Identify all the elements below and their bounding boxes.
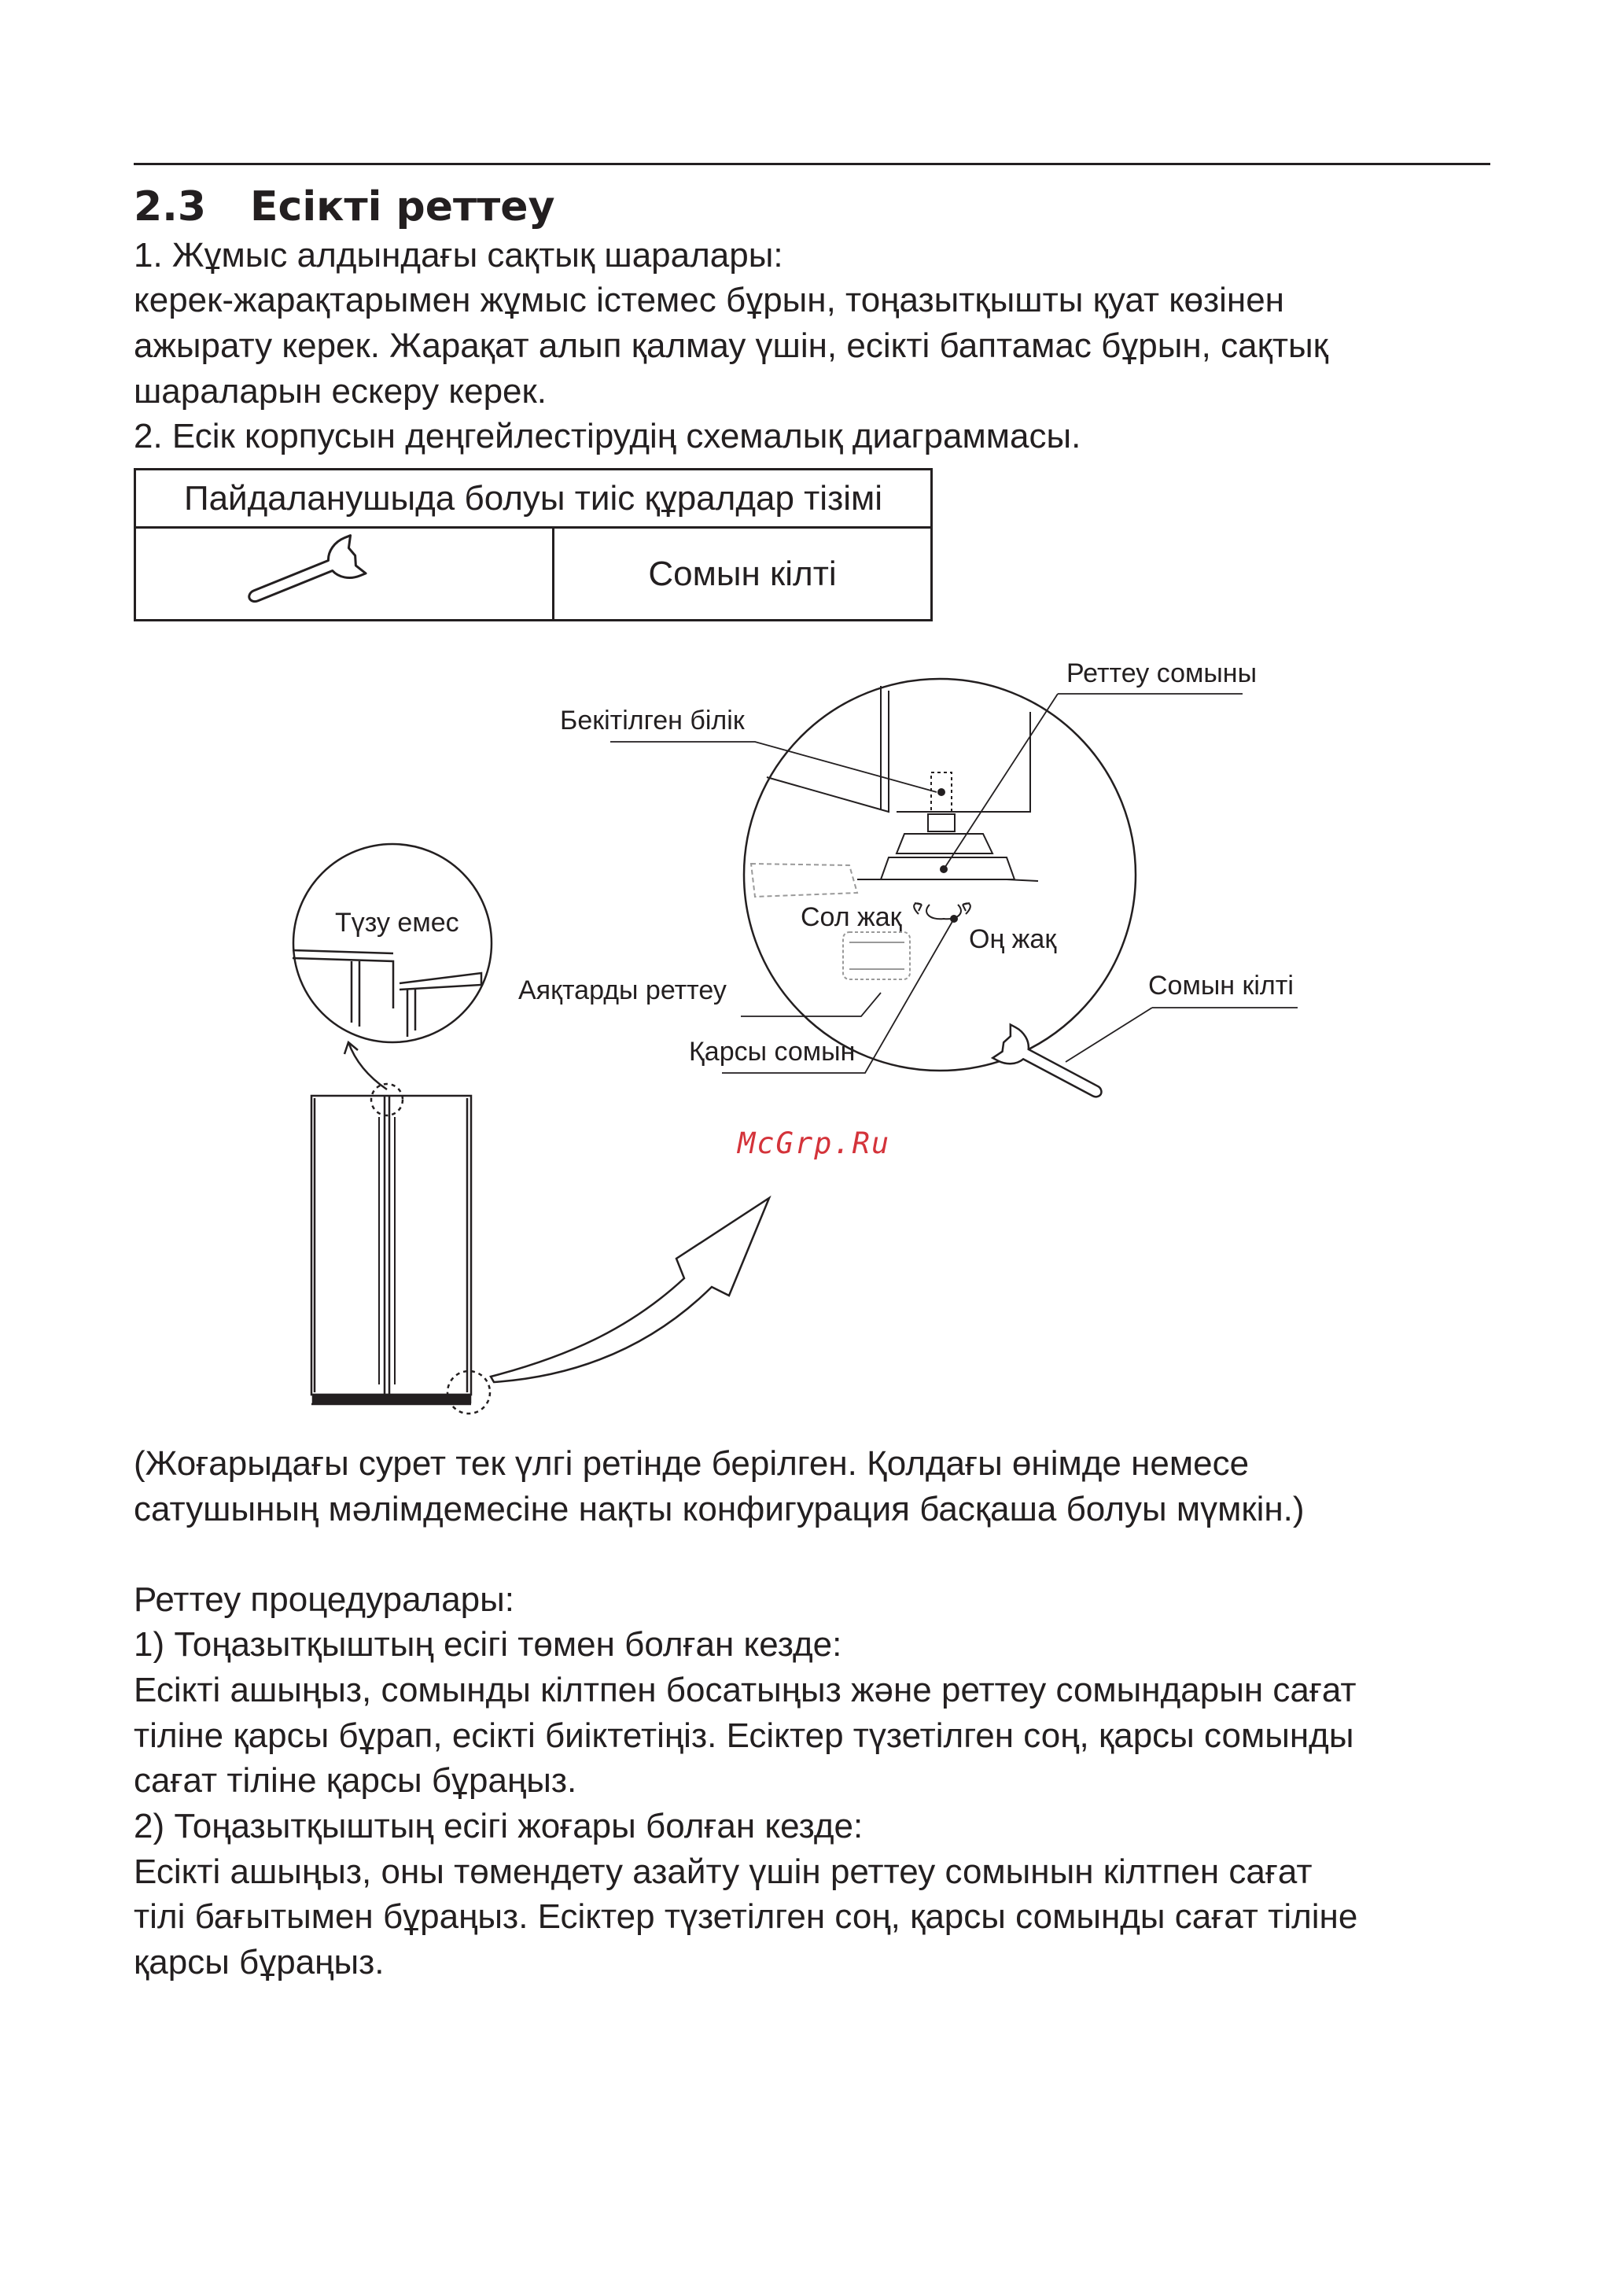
- section-number: 2.3: [134, 183, 207, 230]
- procedure-title: Реттеу процедуралары:: [134, 1580, 514, 1619]
- paragraph-line: шараларын ескеру керек.: [134, 372, 547, 411]
- label-wrench: Сомын кілті: [1148, 971, 1294, 1001]
- label-fixed-shaft: Бекітілген білік: [560, 706, 745, 735]
- pointer-arrow-top: [348, 1042, 387, 1089]
- tools-table-header: Пайдаланушыда болуы тиіс құралдар тізімі: [136, 470, 930, 529]
- step-text-line: тіліне қарсы бұрап, есікті биіктетіңіз. Есіктер түзетілген соң, қарсы сомынды: [134, 1716, 1354, 1755]
- label-adjust-nut: Реттеу сомыны: [1066, 658, 1258, 688]
- not-level-magnifier: [293, 844, 492, 1042]
- note-line: (Жоғарыдағы сурет тек үлгі ретінде берілген. Қолдағы өнімде немесе: [134, 1444, 1250, 1483]
- leader-lines: [610, 694, 1298, 1073]
- paragraph-line: ажырату керек. Жарақат алып қалмау үшін, есікті баптамас бұрын, сақтық: [134, 326, 1328, 365]
- step-title: 2) Тоңазытқыштың есігі жоғары болған кезде:: [134, 1807, 864, 1845]
- tools-table-tool-name: Сомын кілті: [648, 555, 837, 593]
- door-bottom-focus: [447, 1371, 490, 1414]
- step-text-line: тілі бағытымен бұраңыз. Есіктер түзетілген соң, қарсы сомынды сағат тіліне: [134, 1897, 1358, 1936]
- label-counter-nut: Қарсы сомын: [689, 1037, 856, 1067]
- paragraph-line: 1. Жұмыс алдындағы сақтық шаралары:: [134, 236, 783, 275]
- step-text-line: қарсы бұраңыз.: [134, 1943, 385, 1981]
- label-right-side: Оң жақ: [969, 924, 1057, 954]
- detail-magnifier: [744, 679, 1136, 1071]
- uneven-doors-detail: [293, 950, 481, 1037]
- label-left-side: Сол жақ: [801, 902, 902, 932]
- small-wrench-icon: [992, 1025, 1110, 1111]
- label-not-level: Түзу емес: [335, 908, 459, 938]
- section-title: Есікті реттеу: [250, 183, 555, 230]
- step-text-line: сағат тіліне қарсы бұраңыз.: [134, 1761, 577, 1800]
- note-line: сатушының мәлімдемесіне нақты конфигурация басқаша болуы мүмкін.): [134, 1490, 1305, 1528]
- step-text-line: Есікті ашыңыз, оны төмендету азайту үшін реттеу сомынын кілтпен сағат: [134, 1852, 1313, 1891]
- step-title: 1) Тоңазытқыштың есігі төмен болған кезде:: [134, 1625, 842, 1664]
- paragraph-line: 2. Есік корпусын деңгейлестірудің схемалық диаграммасы.: [134, 417, 1081, 455]
- refrigerator-illustration: [311, 1096, 471, 1404]
- step-text-line: Есікті ашыңыз, сомынды кілтпен босатыңыз және реттеу сомындарын сағат: [134, 1671, 1357, 1709]
- label-feet-adjust: Аяқтарды реттеу: [518, 975, 727, 1005]
- paragraph-line: керек-жарақтарымен жұмыс істемес бұрын, тоңазытқышты қуат көзінен: [134, 281, 1284, 319]
- watermark: McGrp.Ru: [738, 1126, 891, 1160]
- large-curved-arrow: [491, 1198, 769, 1382]
